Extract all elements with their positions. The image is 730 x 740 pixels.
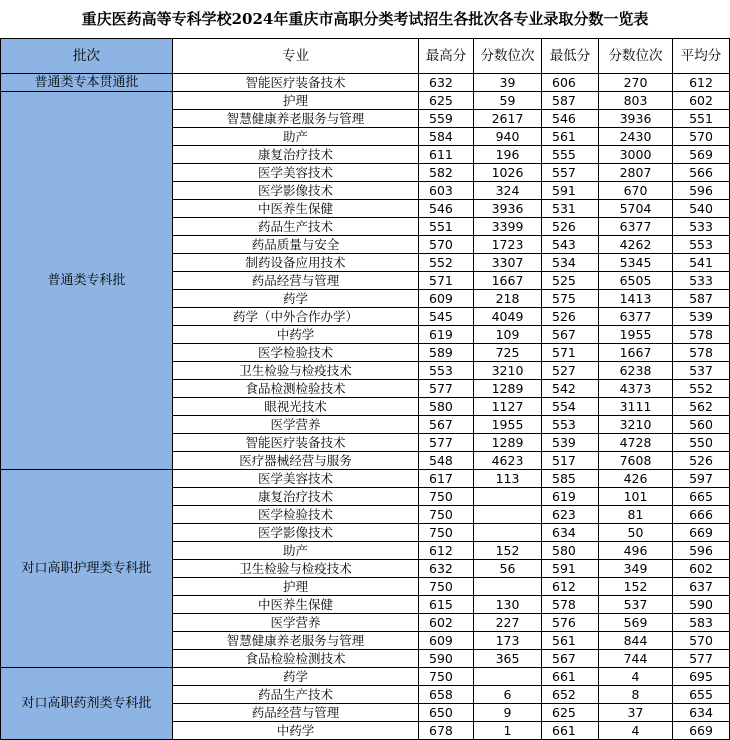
cell-max-rank: 1289 [474,380,542,398]
cell-avg-score: 666 [673,506,730,524]
cell-max-score: 577 [419,434,474,452]
cell-avg-score: 665 [673,488,730,506]
cell-min-score: 546 [542,110,599,128]
cell-avg-score: 590 [673,596,730,614]
cell-max-rank [474,488,542,506]
cell-max-rank: 113 [474,470,542,488]
cell-major: 卫生检验与检疫技术 [173,362,419,380]
cell-min-score: 534 [542,254,599,272]
cell-major: 智慧健康养老服务与管理 [173,632,419,650]
cell-max-score: 750 [419,524,474,542]
cell-min-score: 652 [542,686,599,704]
cell-max-rank: 1026 [474,164,542,182]
cell-min-rank: 4373 [599,380,673,398]
cell-max-score: 612 [419,542,474,560]
cell-avg-score: 583 [673,614,730,632]
cell-avg-score: 539 [673,308,730,326]
cell-avg-score: 537 [673,362,730,380]
cell-max-score: 548 [419,452,474,470]
cell-max-score: 615 [419,596,474,614]
cell-min-score: 561 [542,632,599,650]
cell-min-score: 580 [542,542,599,560]
cell-min-rank: 81 [599,506,673,524]
cell-max-rank: 59 [474,92,542,110]
cell-min-rank: 270 [599,74,673,92]
cell-min-rank: 4728 [599,434,673,452]
cell-min-score: 557 [542,164,599,182]
cell-max-rank: 109 [474,326,542,344]
cell-max-rank [474,578,542,596]
cell-min-score: 554 [542,398,599,416]
cell-min-score: 661 [542,668,599,686]
header-batch: 批次 [1,39,173,74]
cell-min-score: 612 [542,578,599,596]
cell-major: 药学 [173,668,419,686]
cell-min-score: 619 [542,488,599,506]
admission-score-table [0,38,730,740]
cell-min-score: 531 [542,200,599,218]
cell-avg-score: 578 [673,344,730,362]
cell-major: 药品生产技术 [173,686,419,704]
cell-max-score: 546 [419,200,474,218]
cell-major: 药品生产技术 [173,218,419,236]
cell-major: 中药学 [173,326,419,344]
cell-max-rank: 6 [474,686,542,704]
cell-max-score: 609 [419,632,474,650]
cell-min-score: 526 [542,218,599,236]
cell-max-rank: 3210 [474,362,542,380]
cell-max-rank: 365 [474,650,542,668]
cell-avg-score: 552 [673,380,730,398]
cell-max-rank [474,524,542,542]
cell-min-rank: 6377 [599,308,673,326]
cell-min-rank: 426 [599,470,673,488]
cell-min-rank: 6377 [599,218,673,236]
cell-min-score: 517 [542,452,599,470]
cell-avg-score: 560 [673,416,730,434]
header-max-rank: 分数位次 [474,39,542,74]
cell-max-rank: 324 [474,182,542,200]
cell-avg-score: 550 [673,434,730,452]
cell-min-score: 576 [542,614,599,632]
cell-avg-score: 540 [673,200,730,218]
cell-min-score: 606 [542,74,599,92]
cell-max-score: 570 [419,236,474,254]
cell-max-rank [474,506,542,524]
cell-avg-score: 597 [673,470,730,488]
cell-max-score: 567 [419,416,474,434]
cell-max-rank: 1723 [474,236,542,254]
cell-min-score: 585 [542,470,599,488]
cell-max-rank: 940 [474,128,542,146]
cell-max-score: 678 [419,722,474,740]
cell-max-score: 590 [419,650,474,668]
cell-major: 康复治疗技术 [173,488,419,506]
cell-min-rank: 1667 [599,344,673,362]
page-title: 重庆医药高等专科学校2024年重庆市高职分类考试招生各批次各专业录取分数一览表 [81,10,649,28]
cell-avg-score: 570 [673,128,730,146]
cell-min-rank: 349 [599,560,673,578]
cell-max-score: 658 [419,686,474,704]
cell-max-score: 750 [419,668,474,686]
cell-major: 眼视光技术 [173,398,419,416]
cell-major: 医疗器械经营与服务 [173,452,419,470]
cell-avg-score: 541 [673,254,730,272]
cell-min-rank: 3111 [599,398,673,416]
cell-major: 医学美容技术 [173,470,419,488]
cell-avg-score: 570 [673,632,730,650]
cell-avg-score: 655 [673,686,730,704]
cell-major: 智慧健康养老服务与管理 [173,110,419,128]
cell-max-rank: 3936 [474,200,542,218]
cell-max-rank: 173 [474,632,542,650]
cell-min-score: 539 [542,434,599,452]
cell-min-score: 567 [542,326,599,344]
cell-major: 制药设备应用技术 [173,254,419,272]
cell-major: 医学美容技术 [173,164,419,182]
cell-max-rank [474,668,542,686]
cell-min-rank: 2807 [599,164,673,182]
batch-cell: 普通类专本贯通批 [1,74,173,92]
header-avg-score: 平均分 [673,39,730,74]
cell-major: 护理 [173,92,419,110]
header-max-score: 最高分 [419,39,474,74]
cell-min-rank: 5704 [599,200,673,218]
cell-avg-score: 637 [673,578,730,596]
cell-min-rank: 4 [599,668,673,686]
cell-max-score: 577 [419,380,474,398]
cell-major: 食品检测检验技术 [173,380,419,398]
cell-max-rank: 4049 [474,308,542,326]
cell-min-score: 553 [542,416,599,434]
cell-avg-score: 596 [673,542,730,560]
cell-major: 卫生检验与检疫技术 [173,560,419,578]
cell-min-rank: 803 [599,92,673,110]
cell-min-score: 567 [542,650,599,668]
table-row [1,74,730,92]
cell-avg-score: 533 [673,272,730,290]
cell-avg-score: 634 [673,704,730,722]
cell-max-rank: 1955 [474,416,542,434]
cell-min-score: 575 [542,290,599,308]
cell-max-rank: 2617 [474,110,542,128]
header-min-rank: 分数位次 [599,39,673,74]
cell-max-rank: 152 [474,542,542,560]
cell-major: 中医养生保健 [173,200,419,218]
cell-max-rank: 56 [474,560,542,578]
cell-max-score: 609 [419,290,474,308]
cell-min-score: 571 [542,344,599,362]
cell-min-rank: 8 [599,686,673,704]
cell-min-rank: 50 [599,524,673,542]
cell-avg-score: 566 [673,164,730,182]
cell-major: 医学检验技术 [173,506,419,524]
cell-max-rank: 725 [474,344,542,362]
cell-min-score: 625 [542,704,599,722]
batch-cell: 普通类专科批 [1,92,173,470]
cell-min-rank: 6505 [599,272,673,290]
cell-min-rank: 4262 [599,236,673,254]
cell-max-score: 602 [419,614,474,632]
cell-max-score: 553 [419,362,474,380]
cell-min-score: 634 [542,524,599,542]
cell-min-rank: 37 [599,704,673,722]
cell-major: 医学营养 [173,614,419,632]
cell-max-score: 750 [419,506,474,524]
header-min-score: 最低分 [542,39,599,74]
cell-min-rank: 844 [599,632,673,650]
cell-max-rank: 3399 [474,218,542,236]
cell-major: 护理 [173,578,419,596]
cell-avg-score: 596 [673,182,730,200]
cell-max-score: 632 [419,74,474,92]
cell-major: 中药学 [173,722,419,740]
cell-min-score: 525 [542,272,599,290]
cell-min-rank: 101 [599,488,673,506]
cell-min-rank: 4 [599,722,673,740]
table-body [1,74,730,740]
cell-max-score: 551 [419,218,474,236]
cell-major: 药品经营与管理 [173,272,419,290]
cell-max-score: 650 [419,704,474,722]
table-row [1,92,730,110]
cell-min-rank: 670 [599,182,673,200]
cell-max-score: 584 [419,128,474,146]
cell-major: 康复治疗技术 [173,146,419,164]
cell-major: 药品质量与安全 [173,236,419,254]
cell-min-score: 578 [542,596,599,614]
cell-avg-score: 577 [673,650,730,668]
cell-avg-score: 569 [673,146,730,164]
cell-major: 助产 [173,128,419,146]
cell-avg-score: 602 [673,560,730,578]
cell-max-score: 619 [419,326,474,344]
cell-major: 中医养生保健 [173,596,419,614]
cell-min-score: 623 [542,506,599,524]
cell-min-rank: 5345 [599,254,673,272]
cell-max-score: 552 [419,254,474,272]
table-row [1,470,730,488]
cell-avg-score: 669 [673,722,730,740]
cell-max-score: 617 [419,470,474,488]
cell-max-score: 580 [419,398,474,416]
cell-major: 食品检验检测技术 [173,650,419,668]
cell-max-score: 589 [419,344,474,362]
cell-avg-score: 553 [673,236,730,254]
cell-max-score: 559 [419,110,474,128]
cell-major: 智能医疗装备技术 [173,74,419,92]
cell-avg-score: 602 [673,92,730,110]
cell-max-score: 750 [419,578,474,596]
cell-min-rank: 7608 [599,452,673,470]
cell-max-rank: 1289 [474,434,542,452]
cell-max-rank: 1667 [474,272,542,290]
cell-min-score: 561 [542,128,599,146]
cell-min-score: 542 [542,380,599,398]
cell-min-rank: 6238 [599,362,673,380]
cell-min-score: 543 [542,236,599,254]
cell-major: 医学影像技术 [173,524,419,542]
cell-max-score: 603 [419,182,474,200]
cell-avg-score: 612 [673,74,730,92]
cell-max-rank: 39 [474,74,542,92]
cell-major: 药品经营与管理 [173,704,419,722]
cell-avg-score: 562 [673,398,730,416]
cell-min-rank: 537 [599,596,673,614]
batch-cell: 对口高职药剂类专科批 [1,668,173,740]
cell-min-rank: 3210 [599,416,673,434]
cell-major: 医学营养 [173,416,419,434]
cell-max-score: 625 [419,92,474,110]
cell-major: 助产 [173,542,419,560]
cell-min-rank: 152 [599,578,673,596]
cell-max-rank: 4623 [474,452,542,470]
table-row [1,668,730,686]
cell-max-rank: 9 [474,704,542,722]
cell-min-rank: 496 [599,542,673,560]
cell-min-rank: 3936 [599,110,673,128]
cell-min-score: 591 [542,182,599,200]
cell-min-score: 526 [542,308,599,326]
cell-min-score: 555 [542,146,599,164]
batch-cell: 对口高职护理类专科批 [1,470,173,668]
cell-max-rank: 218 [474,290,542,308]
cell-max-rank: 130 [474,596,542,614]
cell-min-score: 527 [542,362,599,380]
cell-max-rank: 227 [474,614,542,632]
cell-major: 医学影像技术 [173,182,419,200]
cell-min-rank: 569 [599,614,673,632]
cell-min-score: 661 [542,722,599,740]
cell-max-rank: 3307 [474,254,542,272]
cell-avg-score: 533 [673,218,730,236]
cell-avg-score: 526 [673,452,730,470]
cell-max-score: 611 [419,146,474,164]
cell-major: 智能医疗装备技术 [173,434,419,452]
cell-avg-score: 695 [673,668,730,686]
cell-min-rank: 1955 [599,326,673,344]
cell-min-rank: 2430 [599,128,673,146]
cell-min-rank: 3000 [599,146,673,164]
cell-max-score: 750 [419,488,474,506]
cell-max-score: 545 [419,308,474,326]
cell-min-score: 591 [542,560,599,578]
cell-avg-score: 669 [673,524,730,542]
cell-major: 医学检验技术 [173,344,419,362]
cell-avg-score: 551 [673,110,730,128]
cell-min-rank: 1413 [599,290,673,308]
cell-max-rank: 196 [474,146,542,164]
cell-major: 药学 [173,290,419,308]
header-major: 专业 [173,39,419,74]
cell-min-score: 587 [542,92,599,110]
cell-max-rank: 1 [474,722,542,740]
cell-major: 药学（中外合作办学） [173,308,419,326]
cell-max-score: 632 [419,560,474,578]
cell-max-rank: 1127 [474,398,542,416]
cell-max-score: 571 [419,272,474,290]
cell-min-rank: 744 [599,650,673,668]
cell-avg-score: 587 [673,290,730,308]
header-row [1,39,730,74]
cell-max-score: 582 [419,164,474,182]
cell-avg-score: 578 [673,326,730,344]
